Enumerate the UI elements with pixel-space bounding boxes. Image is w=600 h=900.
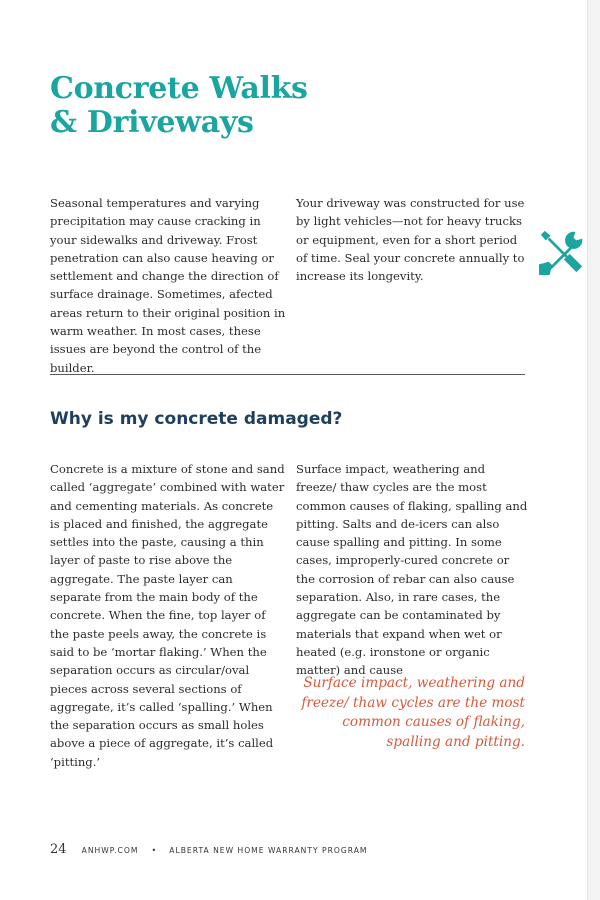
page-title-line-2: & Driveways	[50, 105, 254, 140]
body-left-paragraph: Concrete is a mixture of stone and sand called ‘aggregate’ combined with water and cementing materials. As concrete is placed and finished, the aggregate settles into the paste, causing a thin layer of paste to rise above the aggregate. The paste layer can separate from the main body of the concrete. When the fine, top layer of the paste peels away, the concrete is said to be ‘mortar flaking.’ When the separation occurs as circular/oval pieces across several sections of aggregate, it’s called ‘spalling.’ When the separation occurs as small holes above a piece of aggregate, it’s called ‘pitting.’	[50, 462, 285, 769]
section-divider	[50, 374, 525, 375]
footer-site-link[interactable]: ANHWP.COM	[81, 846, 139, 855]
intro-left-column	[50, 194, 286, 377]
body-right-column	[296, 460, 528, 680]
page-number: 24	[50, 842, 67, 857]
footer-program-name: ALBERTA NEW HOME WARRANTY PROGRAM	[169, 846, 368, 855]
intro-right-paragraph: Your driveway was constructed for use by light vehicles—not for heavy trucks or equipment, even for a short period of time. Seal your concrete annually to increase its longevity.	[296, 196, 525, 284]
page-edge	[587, 0, 600, 900]
page-footer	[50, 838, 367, 857]
wrench-screwdriver-icon	[539, 229, 585, 275]
intro-right-column	[296, 194, 528, 285]
intro-left-paragraph: Seasonal temperatures and varying precipitation may cause cracking in your sidewalks and driveway. Frost penetration can also cause heaving or settlement and change the direction of surface drainage. Sometimes, afected areas return to their original position in warm weather. In most cases, these issues are beyond the control of the builder.	[50, 196, 286, 375]
page-title-line-1: Concrete Walks	[50, 71, 308, 106]
pull-quote: Surface impact, weathering and freeze/ thaw cycles are the most common causes of flaking, spalling and pitting.	[301, 675, 525, 750]
section-heading: Why is my concrete damaged?	[50, 409, 343, 429]
page-title	[50, 72, 308, 140]
body-left-column	[50, 460, 286, 771]
footer-separator: •	[151, 846, 157, 855]
body-right-paragraph: Surface impact, weathering and freeze/ thaw cycles are the most common causes of flaking, spalling and pitting. Salts and de-icers can also cause spalling and pitting. In some cases, improperly-cured concrete or the corrosion of rebar can also cause separation. Also, in rare cases, the aggregate can be contaminated by materials that expand when wet or heated (e.g. ironstone or organic matter) and cause	[296, 462, 528, 678]
